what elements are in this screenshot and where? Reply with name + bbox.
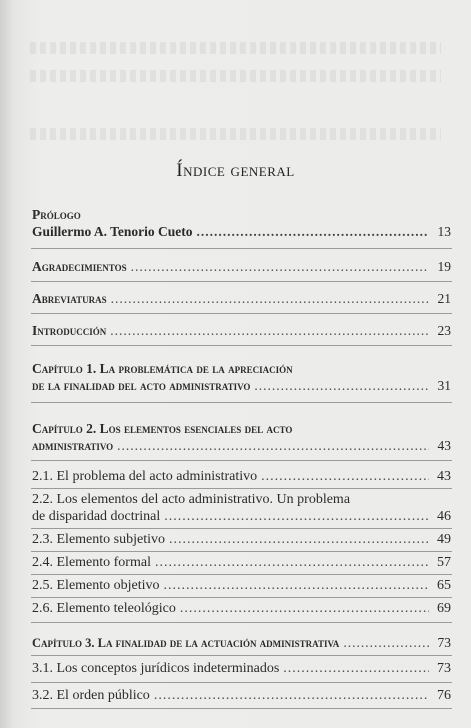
divider bbox=[31, 488, 452, 489]
toc-label: 2.4. Elemento formal bbox=[32, 555, 151, 570]
divider bbox=[31, 622, 452, 623]
dot-leader bbox=[110, 322, 429, 339]
toc-entry-2-1[interactable] bbox=[32, 468, 451, 485]
divider bbox=[31, 528, 452, 529]
toc-label: Agradecimientos bbox=[32, 259, 127, 274]
page-number: 31 bbox=[437, 378, 451, 393]
chapter-2-title-cont: administrativo bbox=[32, 438, 114, 453]
dot-leader bbox=[343, 634, 429, 651]
toc-entry-2-5[interactable] bbox=[32, 577, 451, 594]
dot-leader bbox=[197, 223, 429, 240]
page-number: 65 bbox=[437, 578, 451, 593]
dot-leader bbox=[117, 437, 429, 454]
page-number: 46 bbox=[437, 509, 451, 524]
page-title: Índice general bbox=[176, 160, 295, 181]
bleed-through-text bbox=[30, 42, 441, 54]
dot-leader bbox=[131, 258, 429, 275]
toc-entry-chapter-1[interactable] bbox=[32, 360, 451, 394]
toc-entry-prologo[interactable] bbox=[32, 206, 451, 240]
dot-leader bbox=[283, 660, 429, 677]
toc-label: 2.1. El problema del acto administrativo bbox=[32, 469, 258, 484]
divider bbox=[31, 574, 452, 575]
divider bbox=[31, 655, 452, 656]
dot-leader bbox=[111, 290, 429, 307]
divider bbox=[31, 281, 452, 282]
toc-entry-chapter-3[interactable] bbox=[32, 634, 451, 652]
dot-leader bbox=[261, 468, 429, 485]
divider bbox=[31, 313, 452, 314]
chapter-1-title-cont: de la finalidad del acto administrativo bbox=[32, 378, 251, 393]
dot-leader bbox=[164, 508, 429, 525]
toc-label: 3.2. El orden público bbox=[32, 688, 150, 703]
page-number: 49 bbox=[437, 532, 451, 547]
divider bbox=[31, 551, 452, 552]
toc-entry-3-1[interactable] bbox=[32, 660, 451, 677]
dot-leader bbox=[254, 377, 429, 394]
toc-heading-prologo: Prólogo bbox=[32, 207, 81, 222]
toc-label-cont: de disparidad doctrinal bbox=[32, 509, 161, 524]
chapter-2-title: Capítulo 2. Los elementos esenciales del acto bbox=[32, 421, 293, 436]
bleed-through-text bbox=[30, 70, 441, 82]
dot-leader bbox=[180, 600, 429, 617]
page-number: 43 bbox=[437, 438, 451, 453]
dot-leader bbox=[154, 687, 429, 704]
chapter-3-title: Capítulo 3. La finalidad de la actuación administrativa bbox=[32, 636, 340, 650]
page-number: 57 bbox=[437, 555, 451, 570]
chapter-1-title: Capítulo 1. La problemática de la apreciación bbox=[32, 361, 293, 376]
page-number: 73 bbox=[437, 635, 451, 650]
dot-leader bbox=[169, 531, 429, 548]
bleed-through-text bbox=[30, 128, 441, 140]
page-number: 21 bbox=[437, 291, 451, 306]
toc-entry-introduccion[interactable] bbox=[32, 322, 451, 339]
toc-entry-agradecimientos[interactable] bbox=[32, 258, 451, 275]
divider bbox=[31, 345, 452, 346]
page-number: 23 bbox=[437, 323, 451, 338]
page-number: 13 bbox=[437, 224, 451, 239]
dot-leader bbox=[155, 554, 429, 571]
divider bbox=[31, 682, 452, 683]
toc-label: Introducción bbox=[32, 323, 107, 338]
toc-entry-chapter-2[interactable] bbox=[32, 420, 451, 454]
toc-label: 2.6. Elemento teleológico bbox=[32, 601, 176, 616]
toc-entry-2-6[interactable] bbox=[32, 600, 451, 617]
divider bbox=[31, 708, 452, 709]
page-number: 76 bbox=[437, 688, 451, 703]
divider bbox=[31, 402, 452, 403]
toc-entry-abreviaturas[interactable] bbox=[32, 290, 451, 307]
divider bbox=[31, 248, 452, 249]
dot-leader bbox=[164, 577, 429, 594]
toc-entry-2-4[interactable] bbox=[32, 554, 451, 571]
page-number: 69 bbox=[437, 601, 451, 616]
page-number: 43 bbox=[437, 469, 451, 484]
toc-prologo-author: Guillermo A. Tenorio Cueto bbox=[32, 224, 193, 239]
toc-label: Abreviaturas bbox=[32, 291, 107, 306]
toc-entry-3-2[interactable] bbox=[32, 687, 451, 704]
toc-label: 2.3. Elemento subjetivo bbox=[32, 532, 165, 547]
page-number: 19 bbox=[437, 259, 451, 274]
toc-entry-2-2[interactable] bbox=[32, 491, 451, 525]
toc-label: 2.2. Los elementos del acto administrativo. Un problema bbox=[32, 492, 351, 507]
divider bbox=[31, 460, 452, 461]
toc-label: 2.5. Elemento objetivo bbox=[32, 578, 160, 593]
page-number: 73 bbox=[437, 661, 451, 676]
toc-entry-2-3[interactable] bbox=[32, 531, 451, 548]
divider bbox=[31, 597, 452, 598]
toc-label: 3.1. Los conceptos jurídicos indeterminados bbox=[32, 661, 280, 676]
